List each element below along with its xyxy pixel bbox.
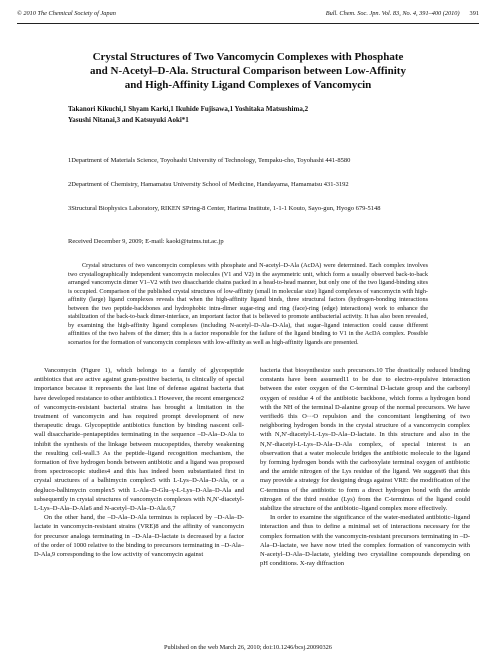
- journal-citation: [326, 10, 479, 17]
- paragraph: bacteria that biosynthesize such precursors.10 The drastically reduced binding constants have been assumed11 to be due to electro-repulsive interaction between the ester oxygen of the C-terminal D-lactate group and the carbonyl oxygen of residue 4 of the antibiotic backbone, which forms a hydrogen bond with the NH of the terminal D-alanine group of the normal precursors. We have verified6 this O···O repulsion and the concomitant lengthening of two neighboring hydrogen bonds in the crystal structure of a vancomycin complex with N,N′-diacetyl-L-Lys–D-Ala–D-lactate. In this structure and also in the N,N′-diacetyl-L-Lys–D-Ala–D-Ala complex, of special interest is an observation that a water molecule bridges the antibiotic molecule to the ligand by forming hydrogen bonds with the carboxylate terminal oxygen of antibiotic and the amide nitrogen of the Lys residue of the ligand. We suggest6 that this may provide a strategy for designing drugs against VRE: the modification of the C-terminus of the antibiotic to form a direct hydrogen bond with the amide nitrogen of the third residue (Lys) from the C-terminus of the ligand could stabilize the structure of the antibiotic–ligand complex more effectively.: [260, 367, 470, 513]
- running-header: [17, 10, 479, 22]
- page-number: 391: [469, 10, 479, 17]
- title-line-2: and N-Acetyl–D-Ala. Structural Comparison between Low-Affinity: [90, 65, 406, 77]
- paragraph: On the other hand, the –D-Ala–D-Ala terminus is replaced by –D-Ala–D-lactate in vancomycin-resistant strains (VRE)8 and the affinity of vancomycin for precursor analogs terminating in –D-Ala–D-lactate is decreased by a factor of the order of 1000 relative to the binding to precursors terminating in –D-Ala–D-Ala,9 corresponding to the low activity of vancomycin against: [34, 514, 244, 559]
- affiliation-3: 3Structural Biophysics Laboratory, RIKEN SPring-8 Center, Harima Institute, 1-1-1 Kouto, Sayo-gun, Hyogo 679-5148: [68, 205, 381, 212]
- received-date: Received December 9, 2009; E-mail: kaoki@tutms.tut.ac.jp: [68, 238, 224, 245]
- article-title: [60, 50, 436, 92]
- body-column-right: [260, 366, 470, 568]
- affiliation-2: 2Department of Chemistry, Hamamatsu University School of Medicine, Handayama, Hamamatsu 431-3192: [68, 181, 349, 188]
- copyright-notice: © 2010 The Chemical Society of Japan: [17, 10, 116, 17]
- body-column-left: [34, 366, 244, 559]
- paragraph: In order to examine the significance of the water-mediated antibiotic–ligand interaction and thus to define a minimal set of interactions necessary for the complex formation with the vancomycin-resistant precursors terminating in –D-Ala–D-lactate, we have now tried the complex formation of vancomycin with N-acetyl–D-Ala–D-lactate, yielding two crystalline compounds depending on pH conditions. X-ray diffraction: [260, 514, 470, 568]
- title-line-1: Crystal Structures of Two Vancomycin Complexes with Phosphate: [92, 51, 404, 63]
- author-list: [68, 104, 428, 126]
- authors-line-1: Takanori Kikuchi,1 Shyam Karki,1 Ikuhide Fujisawa,1 Yoshitaka Matsushima,2: [68, 105, 309, 113]
- header-rule: [17, 23, 479, 24]
- affiliation-1: 1Department of Materials Science, Toyohashi University of Technology, Tempaku-cho, Toyohashi 441-8580: [68, 157, 351, 164]
- abstract: Crystal structures of two vancomycin complexes with phosphate and N-acetyl–D-Ala (AcDA) were determined. Each complex involves two crystallographically independent vancomycin molecules (V1 and V2) in the asymmetric unit, which form a usually observed back-to-back arranged vancomycin dimer V1–V2 with two disaccharide chains packed in a head-to-head manner, but only one of the two ligand-binding sites is occupied. Comparison of the published crystal structures of low-affinity (small in molecular size) ligand complexes of vancomycin with high-affinity (large) ligand complexes reveals that when the high-affinity ligand binds, three structural factors (hydrogen-bonding interactions between the two peptide-backbones and hydrophobic intra-dimer sugar-ring and ring (face)-ring (edge) interactions) work to enhance the stabilization of the back-to-back dimer-interface, an important factor that is believed to promote antibacterial activity. It has also been revealed, by examining the high-affinity ligand complexes (including N-acetyl–D-Ala–D-Ala), that sugar–ligand interaction could cause different affinities of the two halves of the dimer; this is a factor responsible for the failure of the ligand binding to V1 in the AcDA complex. Possible scenarios for the formation of vancomycin complexes with low-affinity as well as high-affinity ligands are presented.: [68, 262, 428, 346]
- publication-footer: Published on the web March 26, 2010; doi:10.1246/bcsj.20090326: [164, 644, 332, 651]
- paragraph: Vancomycin (Figure 1), which belongs to a family of glycopeptide antibiotics that are active against gram-positive bacteria, is clinically of special importance because it represents the last line of defense against bacteria that have developed resistance to other antibiotics.1 However, the recent emergence2 of vancomycin-resistant bacterial strains has brought a limitation in the treatment of vancomycin and has required prompt development of new therapeutic drugs. Glycopeptide antibiotics function by binding nascent cell-wall disaccharide–pentapeptides terminating in the sequence –D-Ala–D-Ala to inhibit the synthesis of the linkage between mucopeptides, thereby weakening the resulting cell-wall.3 As the peptide–ligand recognition mechanism, the formation of five hydrogen bonds between antibiotic and a ligand was proposed from spectroscopic studies4 and this has indeed been substantiated first in crystal structures of a balhimycin complex5 with L-Lys–D-Ala–D-Ala, or a degluco-balhimycin complex5 with L-Ala–D-Glu–γ-L-Lys–D-Ala–D-Ala and subsequently in crystal structures of vancomycin complexes with N,N′-diacetyl-L-Lys–D-Ala–D-Ala6 and N-acetyl–D-Ala–D-Ala.6,7: [34, 367, 244, 513]
- authors-line-2: Yasushi Nitanai,3 and Katsuyuki Aoki*1: [68, 116, 189, 124]
- citation-text: Bull. Chem. Soc. Jpn. Vol. 83, No. 4, 391–400 (2010): [325, 10, 460, 17]
- title-line-3: and High-Affinity Ligand Complexes of Vancomycin: [124, 79, 372, 91]
